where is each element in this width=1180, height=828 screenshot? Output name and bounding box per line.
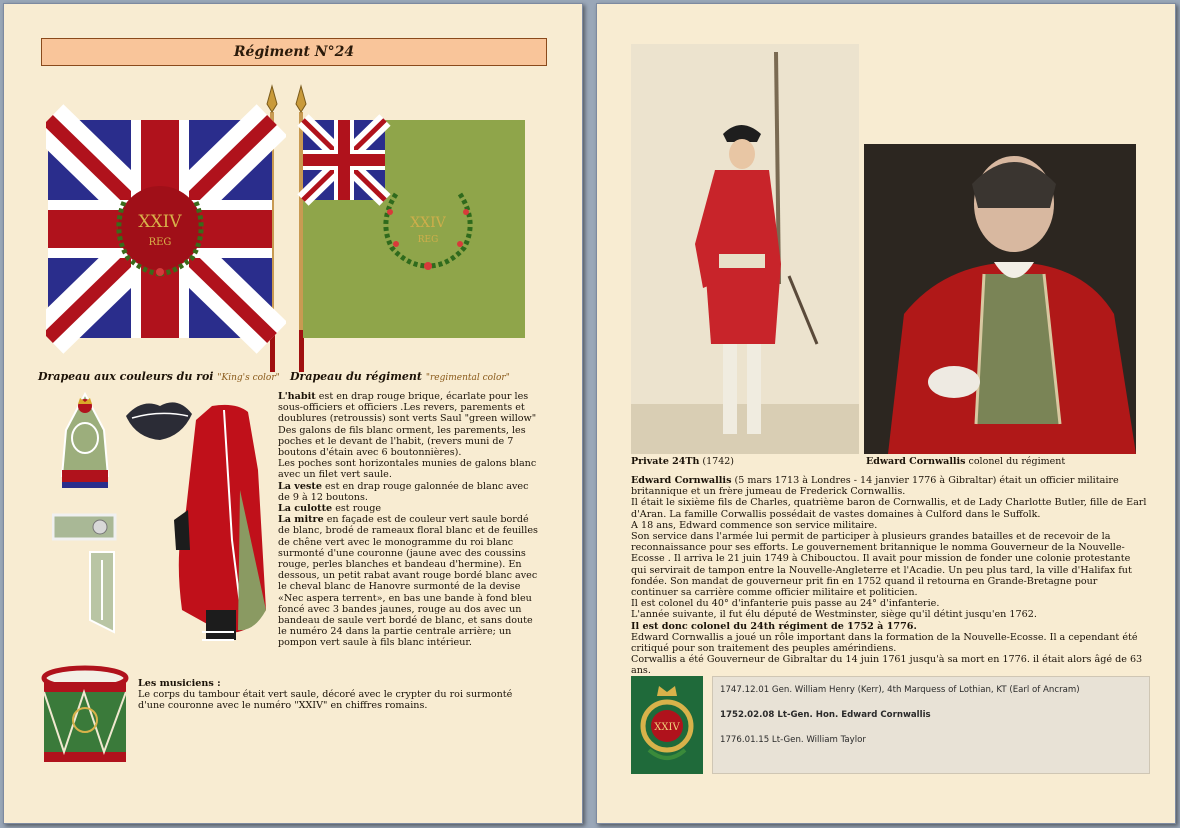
private-soldier-image	[631, 44, 859, 454]
flag-sub: REG	[417, 235, 439, 245]
biography-text	[631, 475, 1147, 677]
drum-image	[40, 664, 132, 776]
text-paragraph: La culotte est rouge	[278, 503, 382, 515]
right-page	[596, 3, 1176, 824]
flag-sub: REG	[148, 237, 172, 248]
kings-colour-flag	[46, 82, 286, 372]
page-title: Régiment N°24	[41, 38, 547, 66]
text-paragraph: Les poches sont horizontales munies de galons blanc avec un filet vert saule.	[278, 458, 537, 481]
colonel-entry: 1776.01.15 Lt-Gen. William Taylor	[720, 735, 866, 745]
text-paragraph: A 18 ans, Edward commence son service militaire.	[631, 519, 878, 531]
badge-numeral: XXIV	[654, 722, 680, 733]
text-paragraph: Son service dans l'armée lui permit de participer à plusieurs grandes batailles et de recevoir de la reconnaissance pour ses efforts. Le gouvernement britannique le nomma Gouverneur de la Nouvelle-Ecosse . Il arriva le 21 juin 1749 à Chibouctou. Il avait pour mission de fonder une colonie protestante qui servirait de tampon entre la Nouvelle-Angleterre et l'Acadie. Un peu plus tard, la ville d'Halifax fut fondée. Son mandat de gouverneur prit fin en 1752 quand il retourna en Grande-Bretagne pour continuer sa carrière comme officier militaire et politicien.	[631, 531, 1132, 599]
text-paragraph: Il était le sixième fils de Charles, quatrième baron de Cornwallis, et de Lady Charlotte Butler, fille de Earl d'Aran. La famille Corwallis possédait de vastes domaines à Culford dans le Suffolk.	[631, 497, 1147, 520]
musicians-text: Le corps du tambour était vert saule, décoré avec le crypter du roi surmonté d'une couronne avec le numéro "XXIV" en chiffres romains.	[138, 689, 513, 712]
text-paragraph: L'habit est en drap rouge brique, écarlate pour les sous-officiers et officiers .Les revers, parements et doublures (retroussis) sont verts Saul "green willow"	[278, 391, 537, 425]
mitre-cap-image	[54, 390, 116, 492]
coat-image	[162, 400, 274, 654]
caption-private: Private 24Th (1742)	[631, 456, 734, 467]
caption-kings-colour: Drapeau aux couleurs du roi "King's color"	[38, 370, 280, 383]
regiment-badge-image	[631, 676, 703, 774]
uniform-description	[278, 391, 540, 649]
text-paragraph: Edward Cornwallis (5 mars 1713 à Londres - 14 janvier 1776 à Gibraltar) était un officier militaire britannique et un frère jumeau de Frederick Cornwallis.	[631, 475, 1119, 498]
cuff-image	[88, 550, 118, 636]
text-paragraph: La veste est en drap rouge galonnée de blanc avec de 9 à 12 boutons.	[278, 480, 529, 503]
text-paragraph: La mitre en façade est de couleur vert saule bordé de blanc, brodé de rameaux floral blanc et de feuilles de chêne vert avec le monogramme du roi blanc surmonté d'une couronne (jaune avec des coussins rouge, perles blanches et bandeau d'hermine). En dessous, un petit rabat avant rouge bordé blanc avec le cheval blanc de Hanovre surmonté de la devise «Nec aspera terrent», en bas une bande à fond bleu foncé avec 3 bandes jaunes, rouge au dos avec un bandeau de saule vert bordé de blanc, et sans doute le numéro 24 dans la partie centrale arrière; un pompon vert saule à fils blanc intérieur.	[278, 514, 538, 649]
text-paragraph: Des galons de fils blanc orment, les parements, les poches et le devant de l'habit, (revers muni de 7 boutons d'étain avec 6 boutonnières).	[278, 424, 526, 459]
regimental-colour-flag	[292, 82, 532, 372]
musicians-title: Les musiciens :	[138, 678, 221, 689]
colonel-entry: 1752.02.08 Lt-Gen. Hon. Edward Cornwallis	[720, 710, 931, 720]
text-paragraph: Il est colonel du 40° d'infanterie puis passe au 24° d'infanterie.	[631, 598, 940, 610]
text-paragraph: Il est donc colonel du 24th régiment de 1752 à 1776.	[631, 620, 917, 632]
finial-icon	[267, 86, 277, 112]
caption-edward: Edward Cornwallis colonel du régiment	[866, 456, 1066, 467]
colonel-entry: 1747.12.01 Gen. William Henry (Kerr), 4th Marquess of Lothian, KT (Earl of Ancram)	[720, 685, 1080, 695]
flag-numeral: XXIV	[138, 212, 182, 232]
text-paragraph: Edward Cornwallis a joué un rôle important dans la formation de la Nouvelle-Ecosse. Il a cependant été critiqué pour son traitement des peuples amérindiens.	[631, 631, 1138, 655]
text-paragraph: L'année suivante, il fut élu député de Westminster, siège qu'il détint jusqu'en 1762.	[631, 609, 1037, 621]
edward-cornwallis-portrait	[864, 144, 1136, 454]
shoulder-strap-image	[52, 512, 118, 542]
finial-icon	[296, 86, 306, 112]
caption-regimental-colour: Drapeau du régiment "regimental color"	[290, 370, 510, 383]
text-paragraph: Corwallis a été Gouverneur de Gibraltar du 14 juin 1761 jusqu'à sa mort en 1776. il était alors âgé de 63 ans.	[631, 654, 1143, 677]
musicians-section	[138, 678, 538, 712]
colonels-list	[712, 676, 1150, 774]
left-page	[3, 3, 583, 824]
flag-numeral: XXIV	[410, 215, 446, 231]
